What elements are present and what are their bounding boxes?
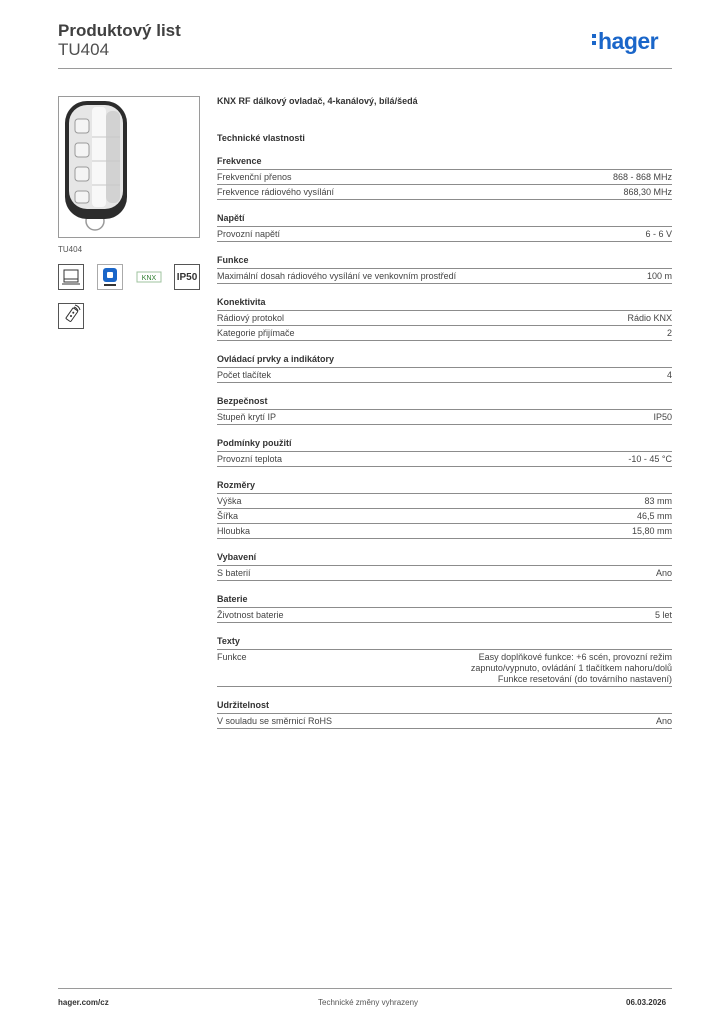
section-heading: Frekvence xyxy=(217,156,672,170)
spec-value: 868 - 868 MHz xyxy=(612,172,672,182)
spec-value: 100 m xyxy=(646,271,672,281)
section-heading: Texty xyxy=(217,636,672,650)
section-heading: Bezpečnost xyxy=(217,396,672,410)
page-title: Produktový list xyxy=(58,21,181,40)
spec-label: Počet tlačítek xyxy=(217,370,272,380)
spec-section xyxy=(217,255,672,284)
spec-row xyxy=(217,650,672,687)
spec-label: Stupeň krytí IP xyxy=(217,412,277,422)
knx-logo-icon xyxy=(136,264,162,290)
spec-row xyxy=(217,368,672,383)
section-heading: Napětí xyxy=(217,213,672,227)
footer-divider xyxy=(58,988,672,989)
header-divider xyxy=(58,68,672,69)
spec-label: Kategorie přijímače xyxy=(217,328,295,338)
spec-row xyxy=(217,326,672,341)
spec-row xyxy=(217,311,672,326)
spec-section xyxy=(217,156,672,200)
spec-label: Provozní teplota xyxy=(217,454,283,464)
spec-value: Ano xyxy=(655,716,672,726)
spec-row xyxy=(217,566,672,581)
spec-section xyxy=(217,700,672,729)
hager-logo[interactable] xyxy=(592,28,658,55)
product-image xyxy=(58,96,200,238)
footer-disclaimer: Technické změny vyhrazeny xyxy=(318,998,419,1007)
spec-label: S baterií xyxy=(217,568,251,578)
spec-label: Funkce xyxy=(217,652,247,662)
section-heading: Ovládací prvky a indikátory xyxy=(217,354,672,368)
spec-value: Rádio KNX xyxy=(627,313,672,323)
spec-section xyxy=(217,480,672,539)
spec-section xyxy=(217,636,672,687)
wall-mount-icon xyxy=(58,264,84,290)
spec-row xyxy=(217,410,672,425)
spec-label: Frekvence rádiového vysílání xyxy=(217,187,335,197)
spec-value: 2 xyxy=(666,328,672,338)
spec-section xyxy=(217,354,672,383)
spec-row xyxy=(217,509,672,524)
spec-section xyxy=(217,213,672,242)
footer-date: 06.03.2026 xyxy=(626,998,667,1007)
spec-value: -10 - 45 °C xyxy=(628,454,672,464)
section-heading: Vybavení xyxy=(217,552,672,566)
product-specifications xyxy=(217,96,672,729)
spec-label: Maximální dosah rádiového vysílání ve venkovním prostředí xyxy=(217,271,457,281)
spec-value: Ano xyxy=(655,568,672,578)
logo-dots-icon xyxy=(592,28,597,45)
spec-label: Provozní napětí xyxy=(217,229,281,239)
spec-label: Životnost baterie xyxy=(217,610,284,620)
spec-value: 6 - 6 V xyxy=(645,229,672,239)
spec-label: Frekvenční přenos xyxy=(217,172,292,182)
product-description: KNX RF dálkový ovladač, 4-kanálový, bílá/šedá xyxy=(217,96,418,106)
spec-row xyxy=(217,524,672,539)
spec-section xyxy=(217,297,672,341)
section-heading: Udržitelnost xyxy=(217,700,672,714)
spec-value: 15,80 mm xyxy=(631,526,672,536)
spec-row xyxy=(217,608,672,623)
logo-text: hager xyxy=(598,28,659,54)
product-image-caption: TU404 xyxy=(58,245,83,254)
spec-row xyxy=(217,185,672,200)
ip50-badge: IP50 xyxy=(174,264,200,290)
spec-label: V souladu se směrnicí RoHS xyxy=(217,716,333,726)
section-heading: Funkce xyxy=(217,255,672,269)
spec-label: Hloubka xyxy=(217,526,251,536)
spec-section xyxy=(217,594,672,623)
spec-value: 46,5 mm xyxy=(636,511,672,521)
spec-label: Rádiový protokol xyxy=(217,313,285,323)
spec-value: 5 let xyxy=(654,610,672,620)
quicklink-icon xyxy=(97,264,123,290)
spec-section xyxy=(217,396,672,425)
spec-value: 4 xyxy=(666,370,672,380)
spec-section xyxy=(217,552,672,581)
remote-control-icon xyxy=(58,303,84,329)
spec-sections xyxy=(217,156,672,729)
spec-label: Výška xyxy=(217,496,242,506)
spec-row xyxy=(217,452,672,467)
section-heading: Konektivita xyxy=(217,297,672,311)
spec-section xyxy=(217,438,672,467)
spec-label: Šířka xyxy=(217,511,239,521)
section-heading: Podmínky použití xyxy=(217,438,672,452)
spec-value: Easy doplňkové funkce: +6 scén, provozní režim zapnuto/vypnuto, ovládání 1 tlačítkem nahoru/dolů Funkce resetování (do továrního nastavení) xyxy=(470,652,672,684)
section-heading: Baterie xyxy=(217,594,672,608)
spec-row xyxy=(217,494,672,509)
spec-row xyxy=(217,227,672,242)
product-code: TU404 xyxy=(58,40,110,59)
spec-value: 868,30 MHz xyxy=(623,187,672,197)
footer-website-link[interactable]: hager.com/cz xyxy=(58,998,109,1007)
remote-control-image-icon xyxy=(59,97,199,237)
spec-row xyxy=(217,714,672,729)
spec-value: 83 mm xyxy=(644,496,672,506)
spec-value: IP50 xyxy=(653,412,672,422)
technical-heading: Technické vlastnosti xyxy=(217,133,305,143)
spec-row xyxy=(217,269,672,284)
spec-row xyxy=(217,170,672,185)
knx-logo-text: KNX xyxy=(141,275,157,282)
section-heading: Rozměry xyxy=(217,480,672,494)
